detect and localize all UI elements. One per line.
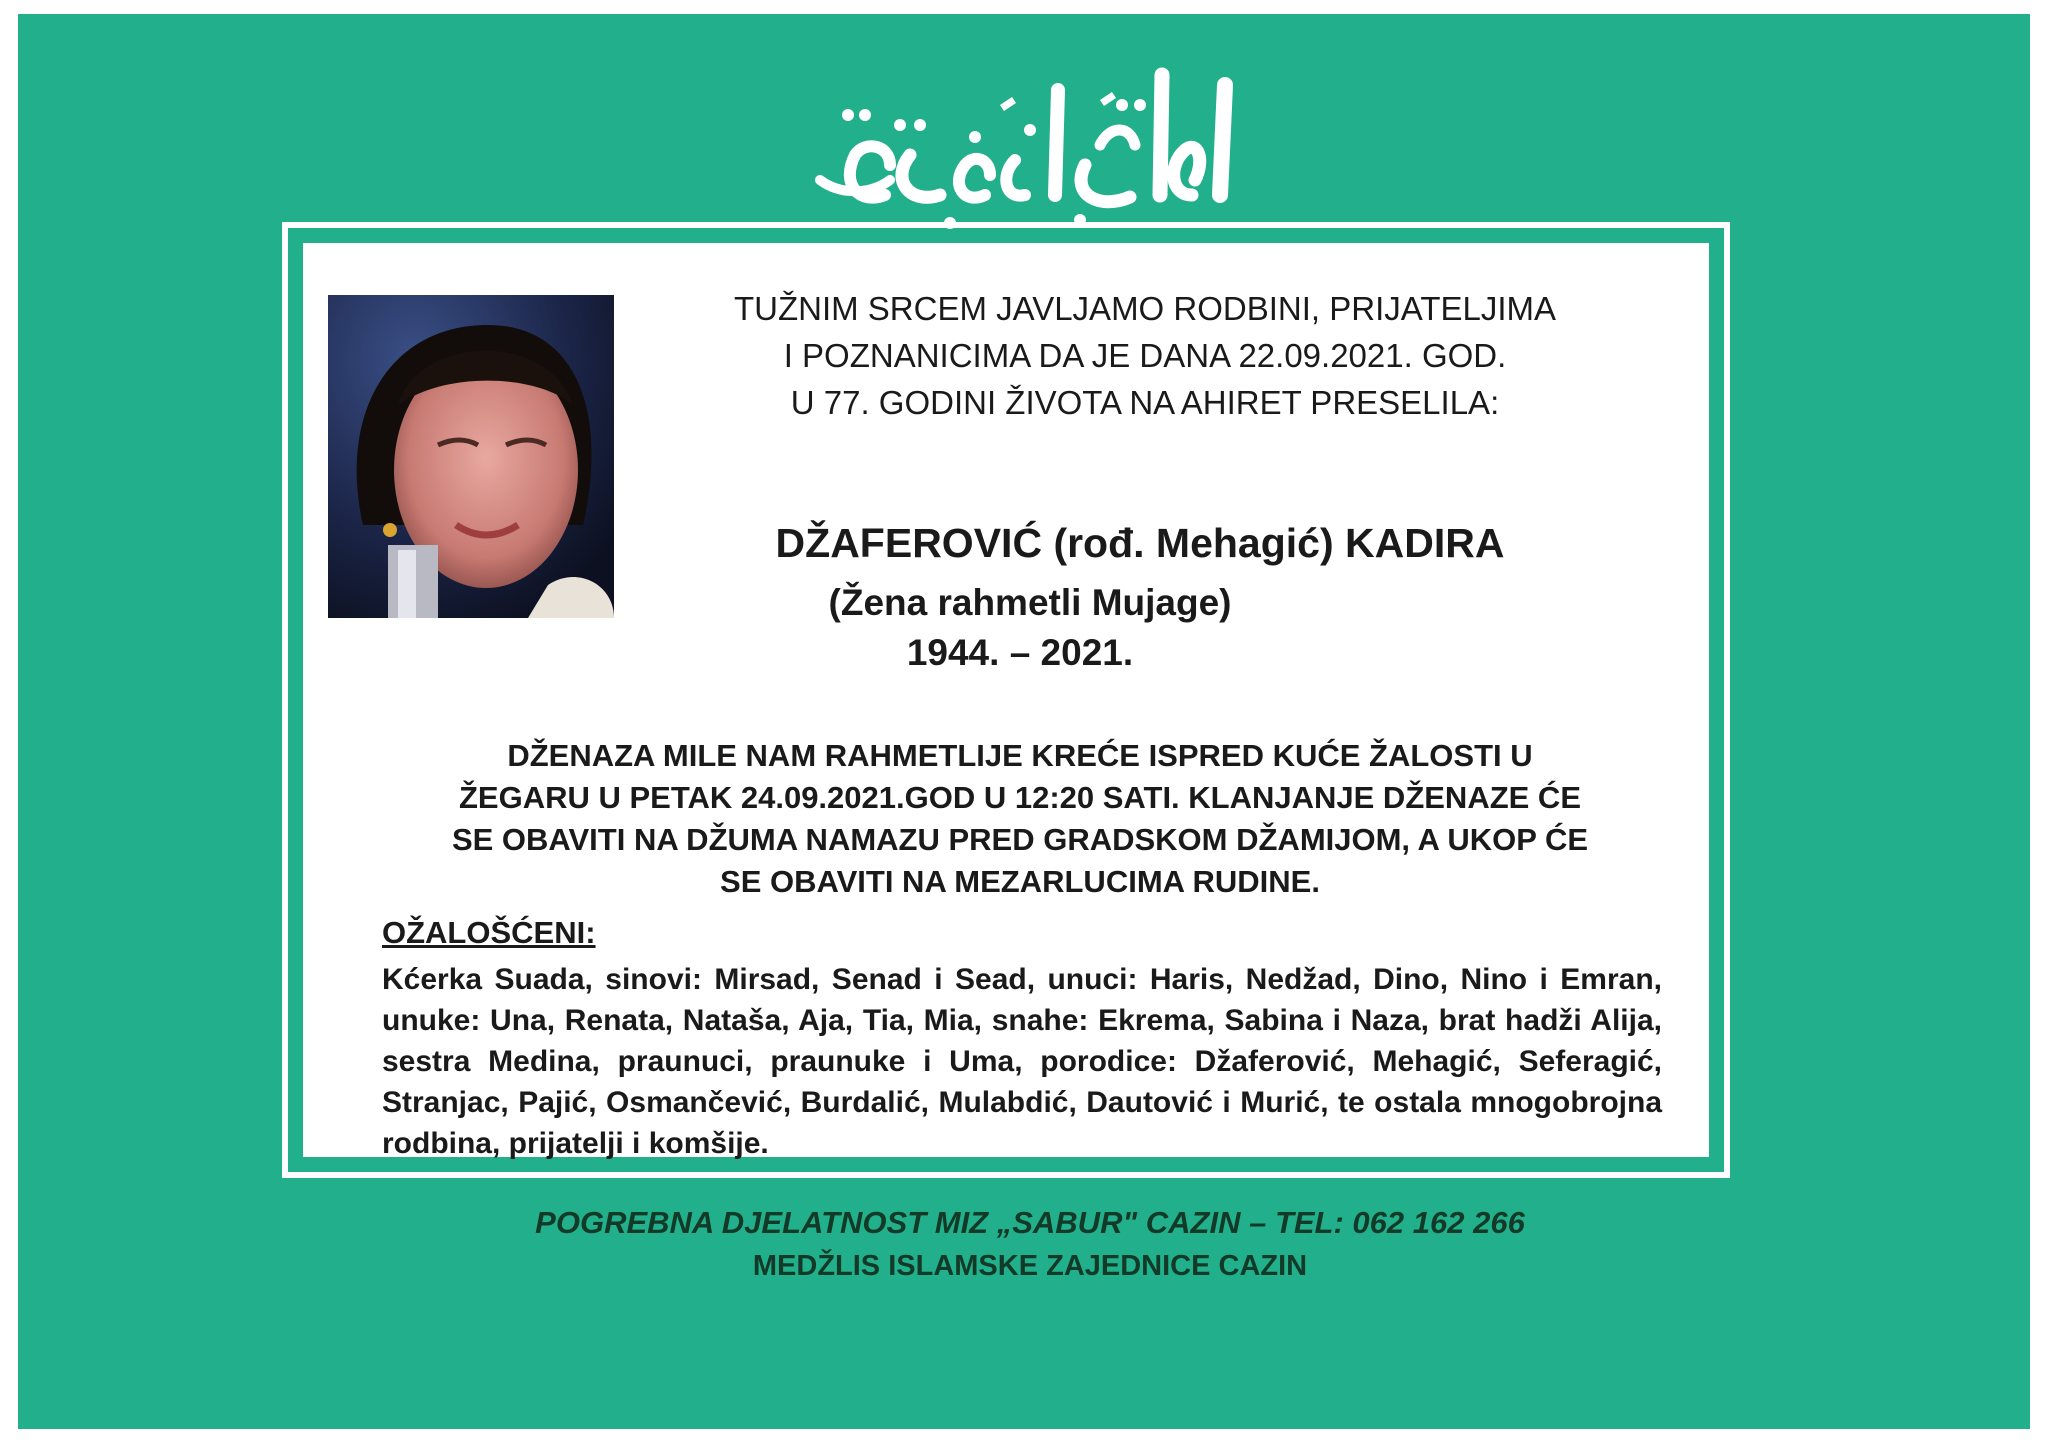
arabic-calligraphy-icon: [800, 45, 1250, 230]
deceased-name: DŽAFEROVIĆ (rođ. Mehagić) KADIRA: [775, 520, 1505, 566]
deceased-portrait-photo: [328, 295, 614, 618]
mourners-heading: OŽALOŠĆENI:: [382, 915, 596, 950]
funeral-details: [370, 735, 1670, 903]
funeral-line: DŽENAZA MILE NAM RAHMETLIJE KREĆE ISPRED KUĆE ŽALOSTI U: [507, 738, 1533, 773]
announcement-intro: [620, 285, 1670, 426]
intro-line: I POZNANICIMA DA JE DANA 22.09.2021. GOD.: [783, 337, 1507, 374]
islamic-community-name: MEDŽLIS ISLAMSKE ZAJEDNICE CAZIN: [752, 1250, 1308, 1282]
portrait-image-icon: [328, 295, 614, 618]
intro-line: U 77. GODINI ŽIVOTA NA AHIRET PRESELILA:: [790, 384, 1500, 421]
mourners-list: Kćerka Suada, sinovi: Mirsad, Senad i Sead, unuci: Haris, Nedžad, Dino, Nino i Emran, unuke: Una, Renata, Nataša, Aja, Tia, Mia, snahe: Ekrema, Sabina i Naza, brat hadži Alija, sestra Medina, praunuci, praunuke i Uma, porodice: Džaferović, Mehagić, Seferagić, Stranjac, Pajić, Osmančević, Burdalić, Mulabdić, Dautović i Murić, te ostala mnogobrojna rodbina, prijatelji i komšije.: [382, 963, 1662, 1160]
funeral-line: ŽEGARU U PETAK 24.09.2021.GOD U 12:20 SATI. KLANJANJE DŽENAZE ĆE: [458, 780, 1581, 815]
funeral-service-contact: POGREBNA DJELATNOST MIZ „SABUR" CAZIN – TEL: 062 162 266: [535, 1205, 1525, 1240]
funeral-line: SE OBAVITI NA DŽUMA NAMAZU PRED GRADSKOM DŽAMIJOM, A UKOP ĆE: [451, 822, 1589, 857]
deceased-years: 1944. – 2021.: [906, 632, 1134, 673]
deceased-subtitle: (Žena rahmetli Mujage): [828, 582, 1232, 623]
funeral-line: SE OBAVITI NA MEZARLUCIMA RUDINE.: [720, 864, 1320, 899]
intro-line: TUŽNIM SRCEM JAVLJAMO RODBINI, PRIJATELJIMA: [733, 290, 1557, 327]
